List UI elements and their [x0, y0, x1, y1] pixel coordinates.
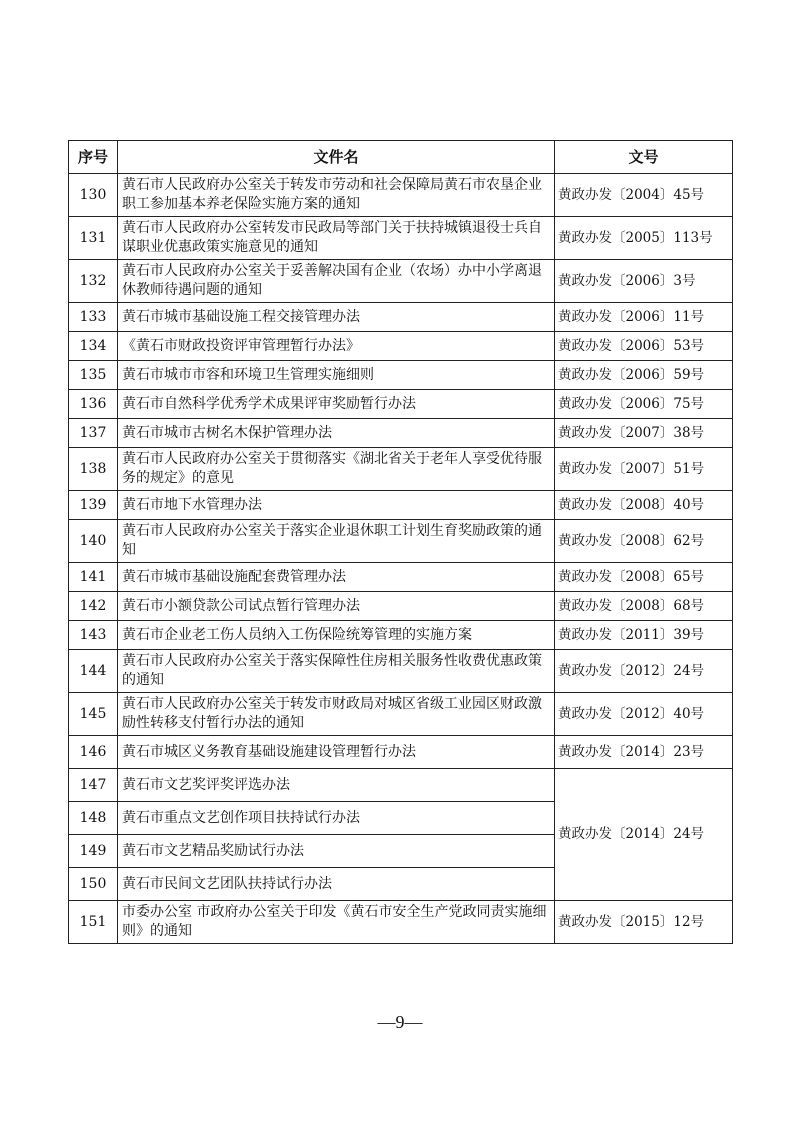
file-name: 黄石市文艺奖评奖评选办法	[118, 769, 555, 802]
row-number: 138	[69, 448, 118, 491]
row-number: 131	[69, 217, 118, 260]
file-name: 黄石市小额贷款公司试点暂行管理办法	[118, 592, 555, 621]
document-number: 黄政办发〔2007〕51号	[555, 448, 733, 491]
table-row	[69, 650, 733, 693]
file-name: 黄石市城区义务教育基础设施建设管理暂行办法	[118, 736, 555, 769]
file-name: 黄石市民间文艺团队扶持试行办法	[118, 868, 555, 901]
table-row	[69, 592, 733, 621]
file-name: 黄石市自然科学优秀学术成果评审奖励暂行办法	[118, 390, 555, 419]
file-name: 黄石市地下水管理办法	[118, 491, 555, 520]
document-number: 黄政办发〔2006〕53号	[555, 332, 733, 361]
document-number: 黄政办发〔2007〕38号	[555, 419, 733, 448]
table-row	[69, 621, 733, 650]
table-row	[69, 303, 733, 332]
table-row	[69, 769, 733, 802]
file-name: 黄石市人民政府办公室关于转发市劳动和社会保障局黄石市农垦企业职工参加基本养老保险实施方案的通知	[118, 174, 555, 217]
row-number: 151	[69, 901, 118, 944]
file-name: 黄石市人民政府办公室关于落实企业退休职工计划生育奖励政策的通知	[118, 520, 555, 563]
table-row	[69, 361, 733, 390]
document-number: 黄政办发〔2006〕3号	[555, 260, 733, 303]
row-number: 139	[69, 491, 118, 520]
document-number: 黄政办发〔2006〕11号	[555, 303, 733, 332]
row-number: 146	[69, 736, 118, 769]
document-number: 黄政办发〔2006〕75号	[555, 390, 733, 419]
file-name: 黄石市人民政府办公室关于落实保障性住房相关服务性收费优惠政策的通知	[118, 650, 555, 693]
document-number: 黄政办发〔2011〕39号	[555, 621, 733, 650]
table-row	[69, 901, 733, 944]
table-row	[69, 448, 733, 491]
document-number: 黄政办发〔2008〕68号	[555, 592, 733, 621]
row-number: 137	[69, 419, 118, 448]
document-number: 黄政办发〔2008〕65号	[555, 563, 733, 592]
row-number: 147	[69, 769, 118, 802]
table-row	[69, 736, 733, 769]
table-header-row	[69, 141, 733, 174]
header-serial-number: 序号	[69, 141, 118, 174]
file-name: 黄石市企业老工伤人员纳入工伤保险统筹管理的实施方案	[118, 621, 555, 650]
row-number: 149	[69, 835, 118, 868]
document-number: 黄政办发〔2015〕12号	[555, 901, 733, 944]
document-number: 黄政办发〔2014〕23号	[555, 736, 733, 769]
page-number: —9—	[377, 1012, 423, 1032]
row-number: 136	[69, 390, 118, 419]
row-number: 141	[69, 563, 118, 592]
table-row	[69, 520, 733, 563]
table-row	[69, 563, 733, 592]
table-row	[69, 390, 733, 419]
header-document-number: 文号	[555, 141, 733, 174]
row-number: 130	[69, 174, 118, 217]
document-table	[68, 140, 733, 944]
table-row	[69, 332, 733, 361]
table-row	[69, 260, 733, 303]
row-number: 144	[69, 650, 118, 693]
file-name: 黄石市重点文艺创作项目扶持试行办法	[118, 802, 555, 835]
row-number: 135	[69, 361, 118, 390]
document-number: 黄政办发〔2006〕59号	[555, 361, 733, 390]
row-number: 134	[69, 332, 118, 361]
table-row	[69, 217, 733, 260]
row-number: 150	[69, 868, 118, 901]
table-row	[69, 693, 733, 736]
file-name: 黄石市文艺精品奖励试行办法	[118, 835, 555, 868]
document-number: 黄政办发〔2012〕24号	[555, 650, 733, 693]
file-name: 市委办公室 市政府办公室关于印发《黄石市安全生产党政同责实施细则》的通知	[118, 901, 555, 944]
document-number: 黄政办发〔2005〕113号	[555, 217, 733, 260]
row-number: 142	[69, 592, 118, 621]
file-name: 黄石市人民政府办公室关于转发市财政局对城区省级工业园区财政激励性转移支付暂行办法的通知	[118, 693, 555, 736]
file-name: 黄石市人民政府办公室关于贯彻落实《湖北省关于老年人享受优待服务的规定》的意见	[118, 448, 555, 491]
document-number-merged: 黄政办发〔2014〕24号	[555, 769, 733, 901]
table-row	[69, 491, 733, 520]
table-row	[69, 174, 733, 217]
row-number: 148	[69, 802, 118, 835]
file-name: 黄石市城市市容和环境卫生管理实施细则	[118, 361, 555, 390]
document-number: 黄政办发〔2004〕45号	[555, 174, 733, 217]
file-name: 黄石市人民政府办公室转发市民政局等部门关于扶持城镇退役士兵自谋职业优惠政策实施意见的通知	[118, 217, 555, 260]
file-name: 黄石市城市基础设施配套费管理办法	[118, 563, 555, 592]
document-number: 黄政办发〔2008〕40号	[555, 491, 733, 520]
row-number: 145	[69, 693, 118, 736]
row-number: 132	[69, 260, 118, 303]
file-name: 黄石市人民政府办公室关于妥善解决国有企业（农场）办中小学离退休教师待遇问题的通知	[118, 260, 555, 303]
header-file-name: 文件名	[118, 141, 555, 174]
file-name: 《黄石市财政投资评审管理暂行办法》	[118, 332, 555, 361]
row-number: 143	[69, 621, 118, 650]
document-number: 黄政办发〔2008〕62号	[555, 520, 733, 563]
file-name: 黄石市城市古树名木保护管理办法	[118, 419, 555, 448]
table-row	[69, 419, 733, 448]
document-number: 黄政办发〔2012〕40号	[555, 693, 733, 736]
row-number: 140	[69, 520, 118, 563]
file-name: 黄石市城市基础设施工程交接管理办法	[118, 303, 555, 332]
row-number: 133	[69, 303, 118, 332]
